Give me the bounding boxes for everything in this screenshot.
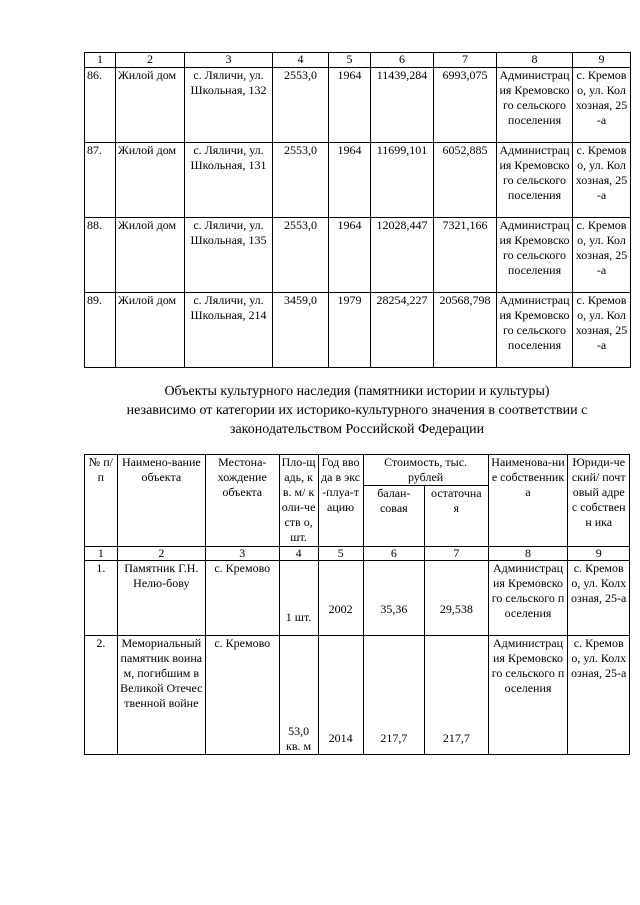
- header-cell: 9: [573, 53, 631, 68]
- object-name: Жилой дом: [116, 143, 185, 218]
- residual-text: 217,7: [442, 731, 470, 745]
- header-cell: 1: [85, 547, 118, 561]
- header-row: [85, 455, 630, 486]
- column-number-row: [85, 53, 631, 68]
- balance-value: 12028,447: [371, 218, 434, 293]
- object-year: [318, 561, 363, 636]
- object-area: [279, 561, 318, 636]
- column-number-row: [85, 547, 630, 561]
- object-area: 3459,0: [273, 293, 329, 368]
- row-number: 88.: [85, 218, 116, 293]
- object-name: Памятник Г.Н. Нелю-бову: [117, 561, 205, 636]
- col-header-residual: остаточна я: [425, 486, 489, 547]
- heading-line: законодательством Российской Федерации: [229, 422, 485, 437]
- object-year: 1964: [329, 68, 371, 143]
- row-number: 2.: [85, 636, 118, 755]
- header-cell: 3: [185, 53, 273, 68]
- object-name: Жилой дом: [116, 68, 185, 143]
- object-address: с. Ляличи, ул. Школьная, 135: [185, 218, 273, 293]
- balance-value: [363, 561, 424, 636]
- owner-address: с. Кремово, ул. Колхозная, 25-а: [573, 218, 631, 293]
- object-year: 1964: [329, 143, 371, 218]
- object-year: 1979: [329, 293, 371, 368]
- owner-name: Администрация Кремовского сельского поселения: [497, 68, 573, 143]
- object-location: с. Кремово: [205, 561, 279, 636]
- object-area: [279, 636, 318, 755]
- object-name: Жилой дом: [116, 293, 185, 368]
- col-header-balance: балан-совая: [363, 486, 424, 547]
- property-table: [84, 52, 631, 368]
- balance-value: 28254,227: [371, 293, 434, 368]
- object-address: с. Ляличи, ул. Школьная, 214: [185, 293, 273, 368]
- object-location: с. Кремово: [205, 636, 279, 755]
- balance-text: 35,36: [380, 602, 408, 616]
- header-cell: 5: [329, 53, 371, 68]
- table-row: [85, 143, 631, 218]
- col-header-num: № п/п: [85, 455, 118, 547]
- section-heading: [84, 382, 630, 439]
- owner-address: с. Кремово, ул. Колхозная, 25-а: [573, 293, 631, 368]
- object-area: 2553,0: [273, 143, 329, 218]
- header-cell: 9: [568, 547, 630, 561]
- area-value: 53,0 кв. м: [286, 724, 312, 753]
- balance-text: 217,7: [380, 731, 408, 745]
- header-cell: 6: [363, 547, 424, 561]
- owner-name: Администрация Кремовского сельского поселения: [497, 293, 573, 368]
- balance-value: 11699,101: [371, 143, 434, 218]
- table-row: [85, 218, 631, 293]
- col-header-area: Пло-щадь, кв. м/ коли-честв о, шт.: [279, 455, 318, 547]
- col-header-owner: Наименова-ние собственник а: [488, 455, 568, 547]
- header-cell: 8: [497, 53, 573, 68]
- area-value: 1 шт.: [285, 610, 312, 624]
- header-cell: 1: [85, 53, 116, 68]
- residual-value: 6993,075: [434, 68, 497, 143]
- object-year: [318, 636, 363, 755]
- object-address: с. Ляличи, ул. Школьная, 132: [185, 68, 273, 143]
- object-name: Жилой дом: [116, 218, 185, 293]
- owner-name: Администрация Кремовского сельского поселения: [497, 218, 573, 293]
- owner-name: Администрация Кремовского сельского поселения: [488, 561, 568, 636]
- col-header-owner-address: Юриди-ческий/ почтовый адрес собственн ика: [568, 455, 630, 547]
- object-area: 2553,0: [273, 218, 329, 293]
- row-number: 86.: [85, 68, 116, 143]
- table-row: [85, 293, 631, 368]
- balance-value: [363, 636, 424, 755]
- residual-value: 6052,885: [434, 143, 497, 218]
- col-header-location: Местона-хождение объекта: [205, 455, 279, 547]
- heading-line: независимо от категории их историко-культурного значения в соответствии с: [126, 403, 588, 418]
- row-number: 87.: [85, 143, 116, 218]
- header-cell: 2: [117, 547, 205, 561]
- col-header-year: Год ввода в экс-плуа-тацию: [318, 455, 363, 547]
- col-header-cost: Стоимость, тыс. рублей: [363, 455, 488, 486]
- header-cell: 7: [434, 53, 497, 68]
- owner-address: с. Кремово, ул. Колхозная, 25-а: [568, 636, 630, 755]
- header-cell: 5: [318, 547, 363, 561]
- header-cell: 2: [116, 53, 185, 68]
- row-number: 89.: [85, 293, 116, 368]
- residual-text: 29,538: [439, 602, 473, 616]
- header-cell: 4: [279, 547, 318, 561]
- owner-address: с. Кремово, ул. Колхозная, 25-а: [573, 68, 631, 143]
- header-cell: 4: [273, 53, 329, 68]
- residual-value: 20568,798: [434, 293, 497, 368]
- owner-address: с. Кремово, ул. Колхозная, 25-а: [568, 561, 630, 636]
- header-cell: 7: [425, 547, 489, 561]
- object-address: с. Ляличи, ул. Школьная, 131: [185, 143, 273, 218]
- owner-name: Администрация Кремовского сельского поселения: [488, 636, 568, 755]
- residual-value: [425, 561, 489, 636]
- header-cell: 3: [205, 547, 279, 561]
- owner-name: Администрация Кремовского сельского поселения: [497, 143, 573, 218]
- object-year: 1964: [329, 218, 371, 293]
- heritage-table: [84, 454, 630, 755]
- table-row: [85, 561, 630, 636]
- residual-value: [425, 636, 489, 755]
- owner-address: с. Кремово, ул. Колхозная, 25-а: [573, 143, 631, 218]
- row-number: 1.: [85, 561, 118, 636]
- heading-line: Объекты культурного наследия (памятники истории и культуры): [164, 384, 550, 399]
- year-value: 2014: [328, 731, 353, 745]
- table-row: [85, 68, 631, 143]
- balance-value: 11439,284: [371, 68, 434, 143]
- col-header-name: Наимено-вание объекта: [117, 455, 205, 547]
- year-value: 2002: [328, 602, 353, 616]
- object-area: 2553,0: [273, 68, 329, 143]
- header-cell: 6: [371, 53, 434, 68]
- object-name: Мемориальный памятник воинам, погибшим в Великой Отечественной войне: [117, 636, 205, 755]
- residual-value: 7321,166: [434, 218, 497, 293]
- table-row: [85, 636, 630, 755]
- header-cell: 8: [488, 547, 568, 561]
